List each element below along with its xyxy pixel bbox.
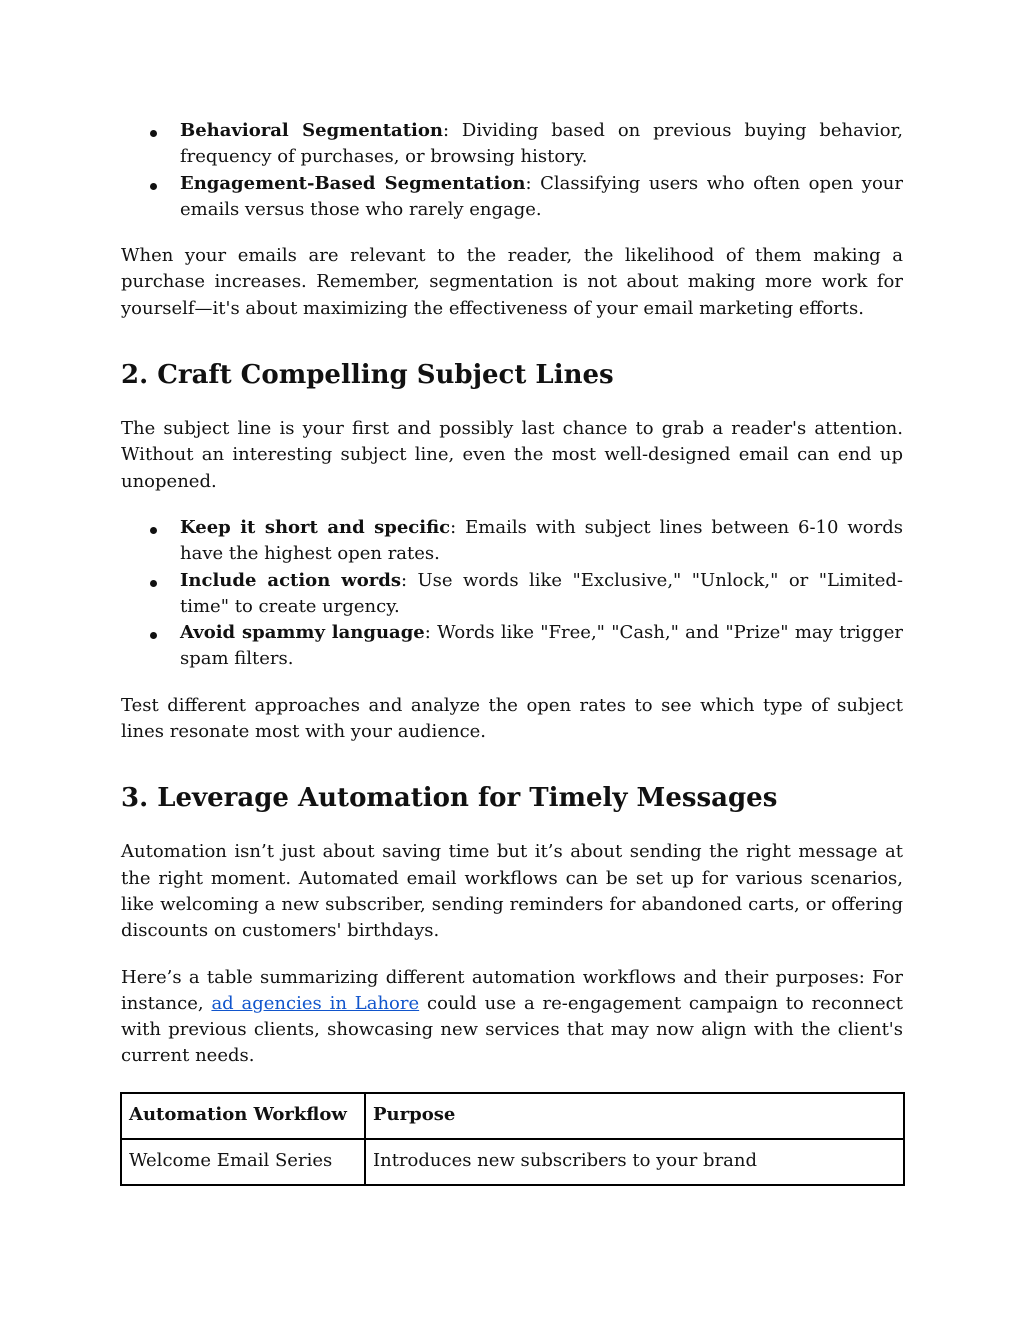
table-cell: Introduces new subscribers to your brand	[365, 1139, 904, 1185]
document-page	[121, 118, 903, 1186]
list-item	[121, 568, 903, 621]
bullet-term: Keep it short and specific	[180, 516, 451, 538]
paragraph-table-intro	[121, 965, 903, 1070]
bullet-icon	[150, 580, 157, 587]
bullet-icon	[150, 183, 157, 190]
paragraph-subject-intro: The subject line is your first and possibly last chance to grab a reader's attention. Without an interesting subject line, even the most well-designed email can end up unopened.	[121, 418, 903, 492]
section-heading-subject-lines: 2. Craft Compelling Subject Lines	[121, 360, 614, 391]
bullet-icon	[150, 130, 157, 137]
bullet-text: : Dividing based on previous buying behavior, frequency of purchases, or browsing history.	[180, 120, 903, 168]
table-cell: Welcome Email Series	[121, 1139, 365, 1185]
bullet-term: Behavioral Segmentation	[180, 120, 443, 141]
bullet-text: : Emails with subject lines between 6-10 words have the highest open rates.	[180, 516, 903, 565]
table-intro-text: Here’s a table summarizing different automation workflows and their purposes: For instance,	[121, 966, 903, 1014]
bullet-text: : Classifying users who often open your emails versus those who rarely engage.	[180, 172, 904, 220]
ad-agencies-link[interactable]: ad agencies in Lahore	[211, 992, 420, 1014]
list-item	[121, 515, 903, 568]
paragraph-automation-intro: Automation isn’t just about saving time but it’s about sending the right message at the right moment. Automated email workflows can be set up for various scenarios, like welcoming a new subscriber, sending reminders for abandoned carts, or offering discounts on customers' birthdays.	[121, 841, 903, 942]
list-item	[121, 620, 903, 673]
bullet-text: : Use words like "Exclusive," "Unlock," or "Limited-time" to create urgency.	[180, 569, 903, 617]
section-heading-automation: 3. Leverage Automation for Timely Messages	[121, 783, 778, 814]
bullet-icon	[150, 527, 157, 534]
bullet-text: : Words like "Free," "Cash," and "Prize" may trigger spam filters.	[180, 622, 903, 670]
table-header-row	[121, 1093, 904, 1139]
header-text: Automation Workflow	[129, 1103, 347, 1125]
header-text: Purpose	[373, 1103, 456, 1125]
column-header	[365, 1093, 904, 1139]
bullet-term: Include action words	[180, 569, 401, 591]
subject-tips-list	[121, 515, 903, 673]
segmentation-list	[121, 118, 903, 223]
paragraph-relevance: When your emails are relevant to the reader, the likelihood of them making a purchase increases. Remember, segmentation is not about making more work for yourself—it's about maximizing the effectiveness of your email marketing efforts.	[121, 245, 903, 319]
bullet-icon	[150, 632, 157, 639]
table-intro-text-continued: could use a re-engagement campaign to reconnect with previous clients, showcasing new services that may now align with the client's current needs.	[121, 992, 903, 1067]
automation-table	[120, 1092, 905, 1187]
table-row	[121, 1139, 904, 1185]
bullet-term: Engagement-Based Segmentation	[180, 172, 526, 194]
list-item	[121, 118, 903, 171]
list-item	[121, 171, 903, 224]
column-header	[121, 1093, 365, 1139]
bullet-term: Avoid spammy language	[180, 622, 425, 644]
paragraph-subject-outro: Test different approaches and analyze the open rates to see which type of subject lines resonate most with your audience.	[121, 694, 903, 743]
